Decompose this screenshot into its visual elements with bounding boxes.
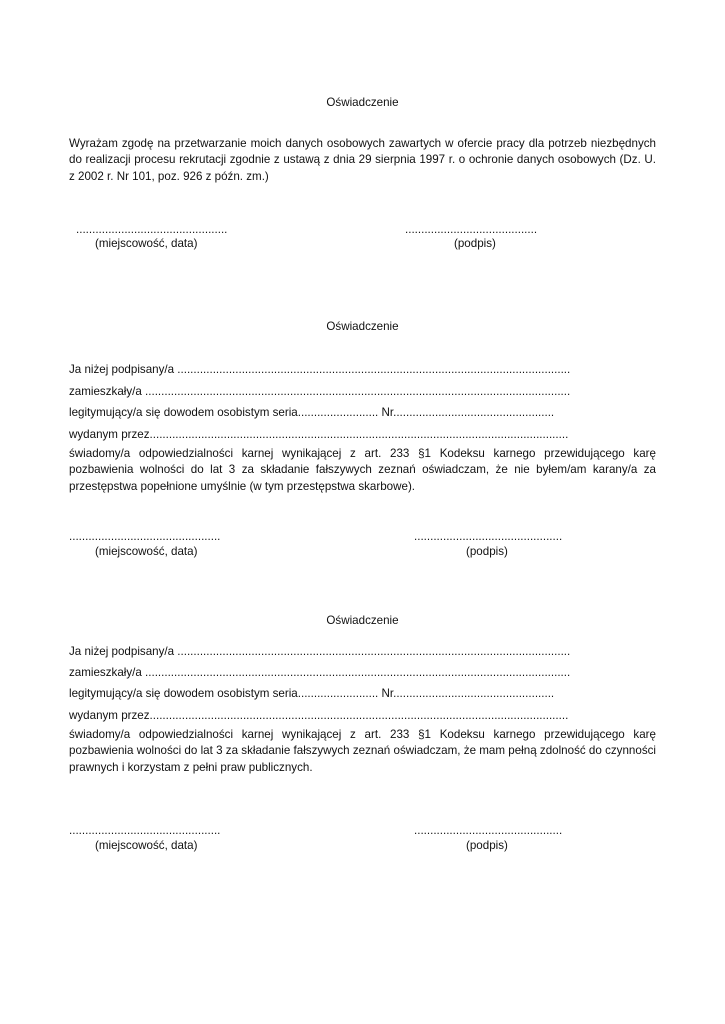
section2-signature-line: .............................................. [414,530,563,543]
section1-signature-caption: (podpis) [454,237,496,250]
section3-signature-line: .............................................. [414,824,563,837]
section3-issued-by-field: wydanym przez.................................................................................................................................. [69,709,569,722]
section2-address-field: zamieszkały/a .................................................................................................................................... [69,385,571,398]
section3-signature-caption: (podpis) [466,839,508,852]
section2-issued-by-field: wydanym przez.................................................................................................................................. [69,428,569,441]
section1-consent-paragraph: Wyrażam zgodę na przetwarzanie moich danych osobowych zawartych w ofercie pracy dla potrzeb niezbędnych do realizacji procesu rekrutacji zgodnie z ustawą z dnia 29 sierpnia 1997 r. o ochronie danych osobowych (Dz. U. z 2002 r. Nr 101, poz. 926 z późn. zm.) [69,137,656,183]
section3-legal-capacity-paragraph: świadomy/a odpowiedzialności karnej wynikającej z art. 233 §1 Kodeksu karnego przewidującego karę pozbawienia wolności do lat 3 za składanie fałszywych zeznań oświadczam, że mam pełną zdolność do czynności prawnych i korzystam z pełni praw publicznych. [69,728,656,774]
section3-name-field: Ja niżej podpisany/a .......................................................................................................................... [69,645,571,658]
section3-title: Oświadczenie [326,614,399,627]
section2-name-field: Ja niżej podpisany/a .......................................................................................................................... [69,363,571,376]
section1-place-date-caption: (miejscowość, data) [95,237,198,250]
section1-signature-line: ......................................... [405,223,538,236]
section2-place-date-line: ............................................... [69,530,221,543]
section3-address-field: zamieszkały/a .................................................................................................................................... [69,666,571,679]
section2-criminal-record-paragraph: świadomy/a odpowiedzialności karnej wynikającej z art. 233 §1 Kodeksu karnego przewidującego karę pozbawienia wolności do lat 3 za składanie fałszywych zeznań oświadczam, że nie byłem/am karany/a za przestępstwa popełnione umyślnie (w tym przestępstwa skarbowe). [69,447,656,493]
section1-place-date-line: ............................................... [76,223,228,236]
section3-id-field: legitymujący/a się dowodem osobistym seria......................... Nr.................................................. [69,687,555,700]
section3-place-date-caption: (miejscowość, data) [95,839,198,852]
section2-signature-caption: (podpis) [466,545,508,558]
section1-title: Oświadczenie [326,96,399,109]
section3-place-date-line: ............................................... [69,824,221,837]
section2-id-field: legitymujący/a się dowodem osobistym seria......................... Nr.................................................. [69,406,555,419]
section2-place-date-caption: (miejscowość, data) [95,545,198,558]
section2-title: Oświadczenie [326,320,399,333]
